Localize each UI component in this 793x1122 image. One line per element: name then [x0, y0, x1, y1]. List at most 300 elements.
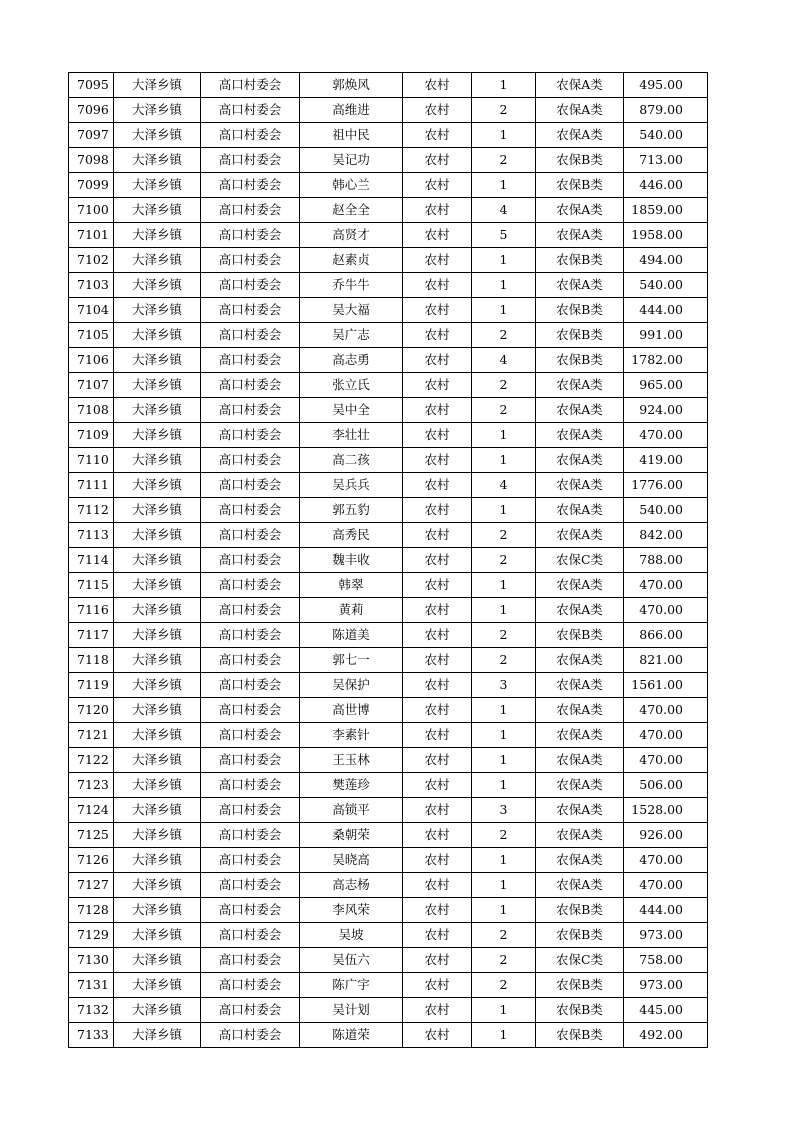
cell-household-count: 2: [472, 323, 536, 348]
cell-serial-number: 7127: [69, 873, 114, 898]
cell-insurance-category: 农保B类: [536, 973, 624, 998]
cell-area-type: 农村: [403, 673, 472, 698]
cell-person-name: 吴兵兵: [300, 473, 403, 498]
cell-insurance-category: 农保A类: [536, 223, 624, 248]
cell-insurance-category: 农保A类: [536, 123, 624, 148]
cell-village-committee: 高口村委会: [201, 223, 300, 248]
cell-amount: 1958.00: [624, 223, 708, 248]
cell-insurance-category: 农保A类: [536, 648, 624, 673]
cell-household-count: 1: [472, 498, 536, 523]
cell-serial-number: 7111: [69, 473, 114, 498]
cell-person-name: 陈广宇: [300, 973, 403, 998]
cell-serial-number: 7098: [69, 148, 114, 173]
table-row: [69, 248, 708, 273]
cell-amount: 494.00: [624, 248, 708, 273]
cell-village-committee: 高口村委会: [201, 298, 300, 323]
cell-town: 大泽乡镇: [114, 298, 201, 323]
cell-area-type: 农村: [403, 898, 472, 923]
cell-village-committee: 高口村委会: [201, 348, 300, 373]
cell-insurance-category: 农保A类: [536, 573, 624, 598]
cell-insurance-category: 农保B类: [536, 923, 624, 948]
cell-person-name: 吴保护: [300, 673, 403, 698]
cell-area-type: 农村: [403, 423, 472, 448]
cell-insurance-category: 农保B类: [536, 898, 624, 923]
cell-insurance-category: 农保A类: [536, 448, 624, 473]
cell-insurance-category: 农保A类: [536, 748, 624, 773]
cell-area-type: 农村: [403, 548, 472, 573]
table-row: [69, 898, 708, 923]
cell-amount: 713.00: [624, 148, 708, 173]
cell-household-count: 2: [472, 373, 536, 398]
cell-insurance-category: 农保A类: [536, 73, 624, 98]
table-row: [69, 798, 708, 823]
cell-amount: 866.00: [624, 623, 708, 648]
cell-insurance-category: 农保A类: [536, 823, 624, 848]
table-row: [69, 523, 708, 548]
cell-town: 大泽乡镇: [114, 648, 201, 673]
cell-person-name: 王玉林: [300, 748, 403, 773]
cell-person-name: 吴伍六: [300, 948, 403, 973]
cell-serial-number: 7133: [69, 1023, 114, 1048]
cell-village-committee: 高口村委会: [201, 548, 300, 573]
cell-town: 大泽乡镇: [114, 523, 201, 548]
cell-insurance-category: 农保A类: [536, 98, 624, 123]
cell-serial-number: 7112: [69, 498, 114, 523]
cell-person-name: 高二孩: [300, 448, 403, 473]
cell-village-committee: 高口村委会: [201, 698, 300, 723]
cell-serial-number: 7129: [69, 923, 114, 948]
cell-household-count: 4: [472, 198, 536, 223]
cell-person-name: 桑朝荣: [300, 823, 403, 848]
cell-area-type: 农村: [403, 323, 472, 348]
cell-village-committee: 高口村委会: [201, 423, 300, 448]
cell-area-type: 农村: [403, 173, 472, 198]
cell-amount: 991.00: [624, 323, 708, 348]
cell-town: 大泽乡镇: [114, 123, 201, 148]
cell-person-name: 高秀民: [300, 523, 403, 548]
cell-amount: 788.00: [624, 548, 708, 573]
records-table: [68, 72, 708, 1048]
cell-town: 大泽乡镇: [114, 398, 201, 423]
cell-person-name: 郭焕风: [300, 73, 403, 98]
cell-insurance-category: 农保A类: [536, 498, 624, 523]
table-row: [69, 998, 708, 1023]
cell-person-name: 魏丰收: [300, 548, 403, 573]
cell-insurance-category: 农保B类: [536, 323, 624, 348]
cell-insurance-category: 农保A类: [536, 423, 624, 448]
cell-person-name: 郭五豹: [300, 498, 403, 523]
cell-serial-number: 7125: [69, 823, 114, 848]
table-row: [69, 923, 708, 948]
cell-village-committee: 高口村委会: [201, 648, 300, 673]
table-row: [69, 598, 708, 623]
cell-person-name: 祖中民: [300, 123, 403, 148]
cell-town: 大泽乡镇: [114, 723, 201, 748]
cell-area-type: 农村: [403, 948, 472, 973]
cell-household-count: 2: [472, 398, 536, 423]
cell-village-committee: 高口村委会: [201, 123, 300, 148]
cell-area-type: 农村: [403, 998, 472, 1023]
table-row: [69, 673, 708, 698]
cell-serial-number: 7104: [69, 298, 114, 323]
cell-amount: 540.00: [624, 123, 708, 148]
cell-insurance-category: 农保B类: [536, 623, 624, 648]
cell-serial-number: 7101: [69, 223, 114, 248]
cell-amount: 924.00: [624, 398, 708, 423]
cell-serial-number: 7108: [69, 398, 114, 423]
cell-area-type: 农村: [403, 648, 472, 673]
cell-area-type: 农村: [403, 148, 472, 173]
table-row: [69, 398, 708, 423]
cell-town: 大泽乡镇: [114, 273, 201, 298]
cell-amount: 973.00: [624, 973, 708, 998]
cell-insurance-category: 农保B类: [536, 298, 624, 323]
cell-area-type: 农村: [403, 698, 472, 723]
cell-household-count: 2: [472, 948, 536, 973]
cell-household-count: 1: [472, 598, 536, 623]
cell-amount: 1776.00: [624, 473, 708, 498]
cell-insurance-category: 农保A类: [536, 198, 624, 223]
cell-household-count: 1: [472, 173, 536, 198]
cell-serial-number: 7100: [69, 198, 114, 223]
cell-amount: 973.00: [624, 923, 708, 948]
cell-household-count: 3: [472, 798, 536, 823]
cell-household-count: 1: [472, 448, 536, 473]
table-row: [69, 198, 708, 223]
cell-household-count: 2: [472, 823, 536, 848]
cell-area-type: 农村: [403, 198, 472, 223]
cell-village-committee: 高口村委会: [201, 973, 300, 998]
table-row: [69, 373, 708, 398]
cell-household-count: 3: [472, 673, 536, 698]
cell-serial-number: 7113: [69, 523, 114, 548]
cell-town: 大泽乡镇: [114, 698, 201, 723]
cell-amount: 419.00: [624, 448, 708, 473]
cell-area-type: 农村: [403, 723, 472, 748]
cell-serial-number: 7132: [69, 998, 114, 1023]
cell-town: 大泽乡镇: [114, 598, 201, 623]
cell-serial-number: 7102: [69, 248, 114, 273]
cell-household-count: 1: [472, 848, 536, 873]
cell-town: 大泽乡镇: [114, 823, 201, 848]
cell-village-committee: 高口村委会: [201, 1023, 300, 1048]
cell-village-committee: 高口村委会: [201, 173, 300, 198]
cell-town: 大泽乡镇: [114, 348, 201, 373]
cell-serial-number: 7095: [69, 73, 114, 98]
cell-village-committee: 高口村委会: [201, 73, 300, 98]
cell-amount: 470.00: [624, 848, 708, 873]
cell-serial-number: 7103: [69, 273, 114, 298]
cell-household-count: 1: [472, 723, 536, 748]
cell-household-count: 1: [472, 748, 536, 773]
cell-amount: 926.00: [624, 823, 708, 848]
cell-serial-number: 7097: [69, 123, 114, 148]
cell-area-type: 农村: [403, 623, 472, 648]
cell-village-committee: 高口村委会: [201, 998, 300, 1023]
cell-area-type: 农村: [403, 798, 472, 823]
cell-village-committee: 高口村委会: [201, 948, 300, 973]
cell-person-name: 郭七一: [300, 648, 403, 673]
table-row: [69, 623, 708, 648]
cell-amount: 1528.00: [624, 798, 708, 823]
cell-town: 大泽乡镇: [114, 573, 201, 598]
cell-village-committee: 高口村委会: [201, 473, 300, 498]
cell-amount: 470.00: [624, 698, 708, 723]
cell-household-count: 1: [472, 273, 536, 298]
cell-person-name: 韩翠: [300, 573, 403, 598]
cell-amount: 758.00: [624, 948, 708, 973]
cell-serial-number: 7107: [69, 373, 114, 398]
cell-town: 大泽乡镇: [114, 73, 201, 98]
cell-area-type: 农村: [403, 448, 472, 473]
cell-serial-number: 7120: [69, 698, 114, 723]
cell-household-count: 2: [472, 523, 536, 548]
cell-area-type: 农村: [403, 1023, 472, 1048]
cell-person-name: 韩心兰: [300, 173, 403, 198]
cell-town: 大泽乡镇: [114, 173, 201, 198]
cell-insurance-category: 农保A类: [536, 273, 624, 298]
cell-town: 大泽乡镇: [114, 948, 201, 973]
cell-household-count: 5: [472, 223, 536, 248]
cell-serial-number: 7117: [69, 623, 114, 648]
cell-person-name: 高维进: [300, 98, 403, 123]
table-row: [69, 748, 708, 773]
cell-serial-number: 7115: [69, 573, 114, 598]
cell-person-name: 吴广志: [300, 323, 403, 348]
cell-area-type: 农村: [403, 973, 472, 998]
cell-household-count: 1: [472, 298, 536, 323]
cell-amount: 446.00: [624, 173, 708, 198]
cell-insurance-category: 农保A类: [536, 773, 624, 798]
cell-insurance-category: 农保B类: [536, 248, 624, 273]
cell-town: 大泽乡镇: [114, 148, 201, 173]
record-sheet: [68, 72, 707, 1048]
cell-area-type: 农村: [403, 473, 472, 498]
cell-person-name: 陈道荣: [300, 1023, 403, 1048]
cell-insurance-category: 农保A类: [536, 723, 624, 748]
cell-insurance-category: 农保B类: [536, 348, 624, 373]
cell-town: 大泽乡镇: [114, 673, 201, 698]
cell-person-name: 吴大福: [300, 298, 403, 323]
cell-person-name: 李壮壮: [300, 423, 403, 448]
cell-serial-number: 7124: [69, 798, 114, 823]
cell-household-count: 2: [472, 923, 536, 948]
cell-person-name: 高志勇: [300, 348, 403, 373]
cell-amount: 879.00: [624, 98, 708, 123]
table-row: [69, 148, 708, 173]
cell-amount: 470.00: [624, 573, 708, 598]
cell-household-count: 2: [472, 98, 536, 123]
cell-amount: 1782.00: [624, 348, 708, 373]
table-row: [69, 698, 708, 723]
table-row: [69, 323, 708, 348]
cell-serial-number: 7119: [69, 673, 114, 698]
cell-area-type: 农村: [403, 373, 472, 398]
cell-town: 大泽乡镇: [114, 798, 201, 823]
cell-serial-number: 7128: [69, 898, 114, 923]
table-body: [69, 73, 708, 1048]
cell-serial-number: 7099: [69, 173, 114, 198]
cell-amount: 1561.00: [624, 673, 708, 698]
cell-area-type: 农村: [403, 873, 472, 898]
cell-serial-number: 7123: [69, 773, 114, 798]
cell-insurance-category: 农保A类: [536, 848, 624, 873]
cell-amount: 506.00: [624, 773, 708, 798]
cell-insurance-category: 农保A类: [536, 698, 624, 723]
cell-area-type: 农村: [403, 573, 472, 598]
cell-insurance-category: 农保A类: [536, 598, 624, 623]
cell-person-name: 乔牛牛: [300, 273, 403, 298]
table-row: [69, 1023, 708, 1048]
cell-household-count: 1: [472, 698, 536, 723]
cell-area-type: 农村: [403, 598, 472, 623]
cell-amount: 842.00: [624, 523, 708, 548]
cell-insurance-category: 农保A类: [536, 673, 624, 698]
cell-person-name: 李风荣: [300, 898, 403, 923]
cell-amount: 492.00: [624, 1023, 708, 1048]
cell-person-name: 赵素贞: [300, 248, 403, 273]
cell-village-committee: 高口村委会: [201, 248, 300, 273]
cell-town: 大泽乡镇: [114, 223, 201, 248]
cell-person-name: 吴晓高: [300, 848, 403, 873]
cell-village-committee: 高口村委会: [201, 448, 300, 473]
cell-village-committee: 高口村委会: [201, 898, 300, 923]
cell-village-committee: 高口村委会: [201, 873, 300, 898]
cell-serial-number: 7105: [69, 323, 114, 348]
cell-amount: 470.00: [624, 873, 708, 898]
cell-household-count: 2: [472, 973, 536, 998]
cell-amount: 821.00: [624, 648, 708, 673]
table-row: [69, 423, 708, 448]
table-row: [69, 573, 708, 598]
cell-serial-number: 7131: [69, 973, 114, 998]
cell-insurance-category: 农保A类: [536, 398, 624, 423]
cell-village-committee: 高口村委会: [201, 398, 300, 423]
cell-insurance-category: 农保B类: [536, 998, 624, 1023]
cell-town: 大泽乡镇: [114, 1023, 201, 1048]
cell-insurance-category: 农保B类: [536, 148, 624, 173]
cell-household-count: 1: [472, 423, 536, 448]
cell-serial-number: 7122: [69, 748, 114, 773]
cell-village-committee: 高口村委会: [201, 573, 300, 598]
cell-person-name: 李素针: [300, 723, 403, 748]
cell-area-type: 农村: [403, 823, 472, 848]
cell-household-count: 1: [472, 898, 536, 923]
cell-amount: 444.00: [624, 298, 708, 323]
cell-insurance-category: 农保B类: [536, 1023, 624, 1048]
table-row: [69, 448, 708, 473]
cell-area-type: 农村: [403, 223, 472, 248]
cell-area-type: 农村: [403, 923, 472, 948]
cell-household-count: 2: [472, 623, 536, 648]
table-row: [69, 298, 708, 323]
cell-town: 大泽乡镇: [114, 998, 201, 1023]
cell-area-type: 农村: [403, 523, 472, 548]
cell-amount: 445.00: [624, 998, 708, 1023]
cell-town: 大泽乡镇: [114, 873, 201, 898]
cell-village-committee: 高口村委会: [201, 198, 300, 223]
cell-village-committee: 高口村委会: [201, 523, 300, 548]
cell-area-type: 农村: [403, 273, 472, 298]
cell-serial-number: 7118: [69, 648, 114, 673]
cell-village-committee: 高口村委会: [201, 598, 300, 623]
table-row: [69, 948, 708, 973]
table-row: [69, 648, 708, 673]
cell-amount: 470.00: [624, 723, 708, 748]
cell-village-committee: 高口村委会: [201, 498, 300, 523]
cell-person-name: 陈道美: [300, 623, 403, 648]
cell-area-type: 农村: [403, 123, 472, 148]
cell-serial-number: 7109: [69, 423, 114, 448]
cell-town: 大泽乡镇: [114, 923, 201, 948]
cell-town: 大泽乡镇: [114, 773, 201, 798]
cell-town: 大泽乡镇: [114, 448, 201, 473]
cell-insurance-category: 农保A类: [536, 798, 624, 823]
cell-town: 大泽乡镇: [114, 548, 201, 573]
cell-amount: 495.00: [624, 73, 708, 98]
cell-area-type: 农村: [403, 348, 472, 373]
table-row: [69, 873, 708, 898]
cell-area-type: 农村: [403, 748, 472, 773]
table-row: [69, 498, 708, 523]
table-row: [69, 348, 708, 373]
cell-town: 大泽乡镇: [114, 198, 201, 223]
cell-town: 大泽乡镇: [114, 973, 201, 998]
cell-village-committee: 高口村委会: [201, 323, 300, 348]
table-row: [69, 173, 708, 198]
cell-town: 大泽乡镇: [114, 748, 201, 773]
cell-amount: 444.00: [624, 898, 708, 923]
cell-household-count: 1: [472, 248, 536, 273]
cell-town: 大泽乡镇: [114, 498, 201, 523]
cell-person-name: 高世博: [300, 698, 403, 723]
cell-person-name: 吴中全: [300, 398, 403, 423]
cell-village-committee: 高口村委会: [201, 798, 300, 823]
cell-household-count: 2: [472, 548, 536, 573]
table-row: [69, 848, 708, 873]
table-row: [69, 123, 708, 148]
cell-insurance-category: 农保A类: [536, 523, 624, 548]
cell-household-count: 1: [472, 873, 536, 898]
cell-town: 大泽乡镇: [114, 623, 201, 648]
cell-insurance-category: 农保A类: [536, 873, 624, 898]
cell-amount: 1859.00: [624, 198, 708, 223]
cell-person-name: 吴记功: [300, 148, 403, 173]
cell-area-type: 农村: [403, 298, 472, 323]
cell-area-type: 农村: [403, 848, 472, 873]
cell-town: 大泽乡镇: [114, 323, 201, 348]
cell-amount: 470.00: [624, 423, 708, 448]
table-row: [69, 723, 708, 748]
cell-village-committee: 高口村委会: [201, 923, 300, 948]
cell-village-committee: 高口村委会: [201, 748, 300, 773]
cell-village-committee: 高口村委会: [201, 773, 300, 798]
cell-area-type: 农村: [403, 73, 472, 98]
cell-town: 大泽乡镇: [114, 898, 201, 923]
cell-village-committee: 高口村委会: [201, 673, 300, 698]
cell-amount: 470.00: [624, 748, 708, 773]
cell-serial-number: 7130: [69, 948, 114, 973]
cell-serial-number: 7114: [69, 548, 114, 573]
cell-area-type: 农村: [403, 773, 472, 798]
table-row: [69, 973, 708, 998]
cell-village-committee: 高口村委会: [201, 823, 300, 848]
cell-amount: 470.00: [624, 598, 708, 623]
cell-household-count: 2: [472, 648, 536, 673]
cell-insurance-category: 农保B类: [536, 173, 624, 198]
cell-area-type: 农村: [403, 248, 472, 273]
cell-household-count: 4: [472, 473, 536, 498]
